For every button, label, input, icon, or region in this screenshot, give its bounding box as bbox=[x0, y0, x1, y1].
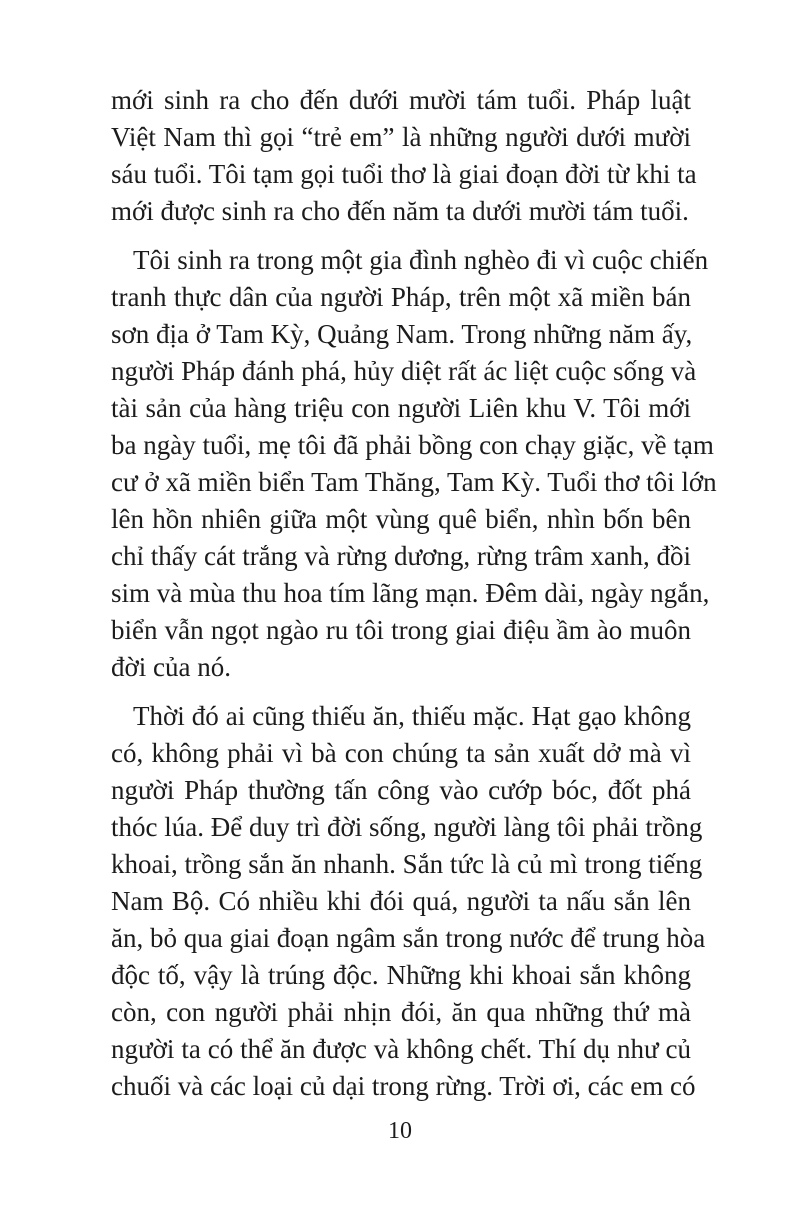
text-line: chỉ thấy cát trắng và rừng dương, rừng trâm xanh, đồi bbox=[111, 541, 692, 571]
text-line: thóc lúa. Để duy trì đời sống, người làng tôi phải trồng bbox=[111, 812, 703, 842]
text-line: cư ở xã miền biển Tam Thăng, Tam Kỳ. Tuổi thơ tôi lớn bbox=[111, 467, 717, 497]
text-line: Tôi sinh ra trong một gia đình nghèo đi vì cuộc chiến bbox=[133, 245, 709, 275]
text-line: Thời đó ai cũng thiếu ăn, thiếu mặc. Hạt gạo không bbox=[133, 701, 691, 731]
text-line: ăn, bỏ qua giai đoạn ngâm sắn trong nước để trung hòa bbox=[111, 923, 706, 953]
text-line: biển vẫn ngọt ngào ru tôi trong giai điệu ầm ào muôn bbox=[111, 615, 691, 645]
text-line: sơn địa ở Tam Kỳ, Quảng Nam. Trong những năm ấy, bbox=[111, 319, 693, 349]
text-line: Nam Bộ. Có nhiều khi đói quá, người ta nấu sắn lên bbox=[111, 886, 691, 916]
text-line: tài sản của hàng triệu con người Liên khu V. Tôi mới bbox=[111, 393, 691, 423]
text-line: khoai, trồng sắn ăn nhanh. Sắn tức là củ mì trong tiếng bbox=[111, 849, 703, 879]
text-line: người Pháp đánh phá, hủy diệt rất ác liệt cuộc sống và bbox=[111, 356, 697, 386]
text-line: Việt Nam thì gọi “trẻ em” là những người dưới mười bbox=[111, 122, 691, 152]
text-line: còn, con người phải nhịn đói, ăn qua những thứ mà bbox=[111, 997, 691, 1027]
body-text bbox=[111, 82, 717, 1117]
text-line: độc tố, vậy là trúng độc. Những khi khoai sắn không bbox=[111, 960, 691, 990]
paragraph-2 bbox=[111, 242, 717, 686]
text-line: lên hồn nhiên giữa một vùng quê biển, nhìn bốn bên bbox=[111, 504, 691, 534]
text-line: mới được sinh ra cho đến năm ta dưới mười tám tuổi. bbox=[111, 196, 689, 226]
text-line: sáu tuổi. Tôi tạm gọi tuổi thơ là giai đoạn đời từ khi ta bbox=[111, 159, 697, 189]
text-line: có, không phải vì bà con chúng ta sản xuất dở mà vì bbox=[111, 738, 691, 768]
text-line: chuối và các loại củ dại trong rừng. Trời ơi, các em có bbox=[111, 1071, 696, 1101]
text-line: mới sinh ra cho đến dưới mười tám tuổi. Pháp luật bbox=[111, 85, 691, 115]
text-line: người ta có thể ăn được và không chết. Thí dụ như củ bbox=[111, 1034, 691, 1064]
paragraph-1 bbox=[111, 82, 697, 230]
text-line: ba ngày tuổi, mẹ tôi đã phải bồng con chạy giặc, về tạm bbox=[111, 430, 714, 460]
text-line: người Pháp thường tấn công vào cướp bóc, đốt phá bbox=[111, 775, 691, 805]
text-line: đời của nó. bbox=[111, 652, 231, 682]
paragraph-3 bbox=[111, 698, 706, 1105]
text-line: tranh thực dân của người Pháp, trên một xã miền bán bbox=[111, 282, 691, 312]
page-number: 10 bbox=[388, 1118, 412, 1144]
text-line: sim và mùa thu hoa tím lãng mạn. Đêm dài, ngày ngắn, bbox=[111, 578, 710, 608]
